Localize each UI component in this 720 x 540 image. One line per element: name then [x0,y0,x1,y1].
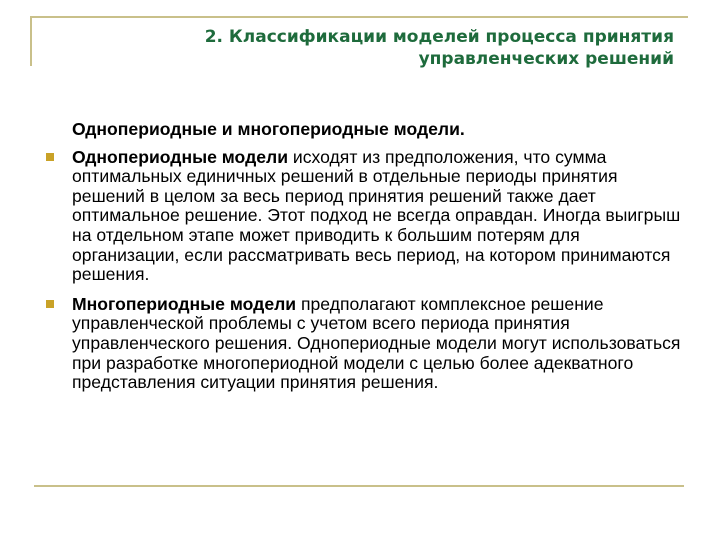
square-bullet-icon [46,153,54,161]
bullet-item-multi-period [44,295,684,393]
bullet-text: предполагают комплексное решение управленческой проблемы с учетом всего периода принятия управленческого решения. Однопериодные модели могут использоваться при разработке многопериодной модели с целью более адекватного представления ситуации принятия решения. [72,293,681,393]
slide-title [114,26,674,70]
title-frame-left-line [30,16,32,66]
bullet-item-single-period [44,148,684,285]
body-heading: Однопериодные и многопериодные модели. [72,119,465,139]
title-frame-top-line [30,16,688,18]
bullet-term: Многопериодные модели [72,293,297,314]
slide-title-line-2: управленческих решений [418,49,674,69]
bullet-term: Однопериодные модели [72,146,289,167]
slide-title-line-1: 2. Классификации моделей процесса принятия [204,27,674,47]
slide-body [44,120,684,403]
square-bullet-icon [46,300,54,308]
bullet-text: исходят из предположения, что сумма оптимальных единичных решений в отдельные периоды принятия решений в целом за весь период принятия решений также дает оптимальное решение. Этот подход не всегда оправдан. Иногда выигрыш на отдельном этапе может приводить к большим потерям для организации, если рассматривать весь период, на котором принимаются решения. [72,146,681,285]
footer-divider [34,485,684,487]
